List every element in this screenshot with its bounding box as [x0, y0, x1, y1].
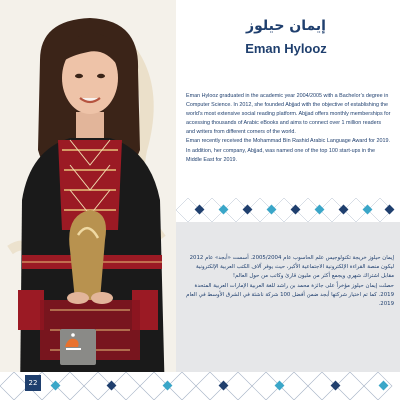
bio-english [186, 92, 391, 165]
bio-english-paragraph-1: Eman Hylooz graduated in the academic year 2004/2005 with a Bachelor’s degree in Computer Science. In 2012, she founded Abjjad with the objective of establishing the world’s most extensive social reading platform. Abjjad offers monthly memberships for accessing thousands of Arabic eBooks and aims to connect over 1 million readers and writers from different corners of the world. [186, 93, 391, 136]
portrait-photo [0, 0, 176, 400]
page-number: 22 [25, 375, 41, 391]
abjjad-logo-icon [60, 329, 86, 355]
name-arabic: إيمان حيلوز [246, 18, 326, 34]
bio-arabic [186, 254, 394, 309]
diamond-pattern [176, 198, 400, 222]
bottom-diamond-pattern [0, 372, 400, 400]
bio-arabic-paragraph-1: إيمان حيلوز خريجة تكنولوجيس علم الحاسوب عام 2005/2004. أسست «أبجد» عام 2012 ليكون منصة القراءة الإلكترونية الاجتماعية الأكبر، حيث يوفر آلاف الكتب العربية الإلكترونية مقابل اشتراك شهري ويجمع أكثر من مليون قارئ وكاتب من حول العالم! [189, 255, 394, 280]
arabic-bio-box [176, 222, 400, 372]
bio-english-paragraph-2: Eman recently received the Mohammad Bin Rashid Arabic Language Award for 2019. In addition, her company, Abjjad, was named one of the top 100 start-ups in the Middle East for 2019. [186, 138, 390, 163]
name-english: Eman Hylooz [245, 41, 327, 56]
abjjad-logo [60, 329, 96, 365]
bio-arabic-paragraph-2: حصلت إيمان حيلوز مؤخراً على جائزة محمد بن راشد للغة العربية الإمارات العربية المتحدة 2019. كما تم اختيار شركتها أبجد ضمن أفضل 100 شركة ناشئة في الشرق الأوسط في العام 2019. [186, 282, 394, 308]
